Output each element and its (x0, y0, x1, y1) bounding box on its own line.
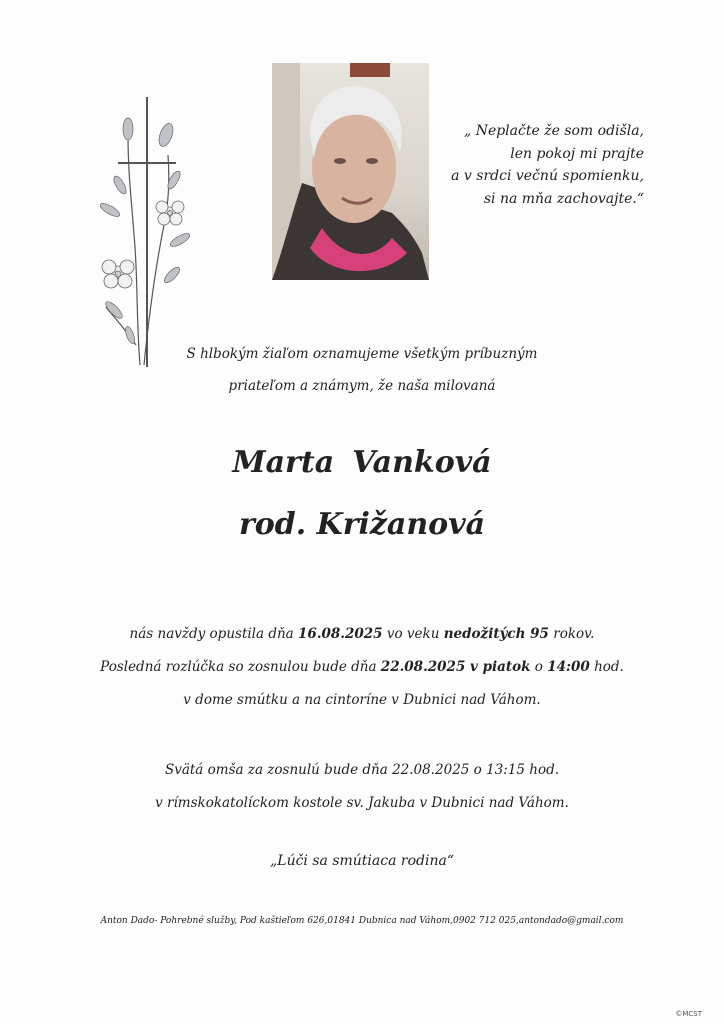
farewell-quote (424, 120, 644, 210)
mass-time: Svätá omša za zosnulú bude dňa 22.08.2025 o 13:15 hod. (164, 762, 560, 778)
cross-with-flowers-icon (92, 95, 202, 370)
deceased-name (0, 445, 724, 480)
funeral-time: 14:00 (547, 659, 590, 675)
funeral-date: 22.08.2025 v piatok (380, 659, 531, 675)
quote-line: a v srdci večnú spomienku, (451, 168, 644, 184)
mass-location: v rímskokatolíckom kostole sv. Jakuba v Dubnici nad Váhom. (155, 795, 569, 811)
mass-details (0, 754, 724, 820)
funeral-row: Posledná rozlúčka so zosnulou bude dňa 22.08.2025 v piatok o 14:00 hod. (100, 659, 624, 675)
funeral-service-contact: Anton Dado- Pohrebné služby, Pod kaštieľom 626,01841 Dubnica nad Váhom,0902 712 025,antondado@gmail.com (100, 916, 624, 926)
portrait-photo (272, 63, 429, 280)
quote-line: len pokoj mi prajte (510, 145, 644, 162)
family-farewell: „Lúči sa smútiaca rodina“ (270, 853, 454, 869)
copyright-mark: ©MCST (675, 1010, 702, 1018)
intro-line: S hlbokým žiaľom oznamujeme všetkým príbuzným (186, 346, 538, 362)
given-name: Marta (232, 445, 335, 480)
maiden-name: rod. Križanová (238, 507, 486, 542)
funeral-location: v dome smútku a na cintoríne v Dubnici nad Váhom. (183, 692, 541, 708)
announcement-intro (0, 338, 724, 402)
death-details (0, 618, 724, 717)
death-date-row: nás navždy opustila dňa 16.08.2025 vo veku nedožitých 95 rokov. (129, 626, 595, 642)
age: nedožitých 95 (443, 626, 549, 642)
quote-line: „ Neplačte že som odišla, (463, 123, 644, 139)
quote-line: si na mňa zachovajte.“ (483, 190, 644, 207)
death-date: 16.08.2025 (298, 626, 383, 642)
surname: Vanková (352, 445, 492, 480)
intro-line: priateľom a známym, že naša milovaná (228, 378, 496, 394)
